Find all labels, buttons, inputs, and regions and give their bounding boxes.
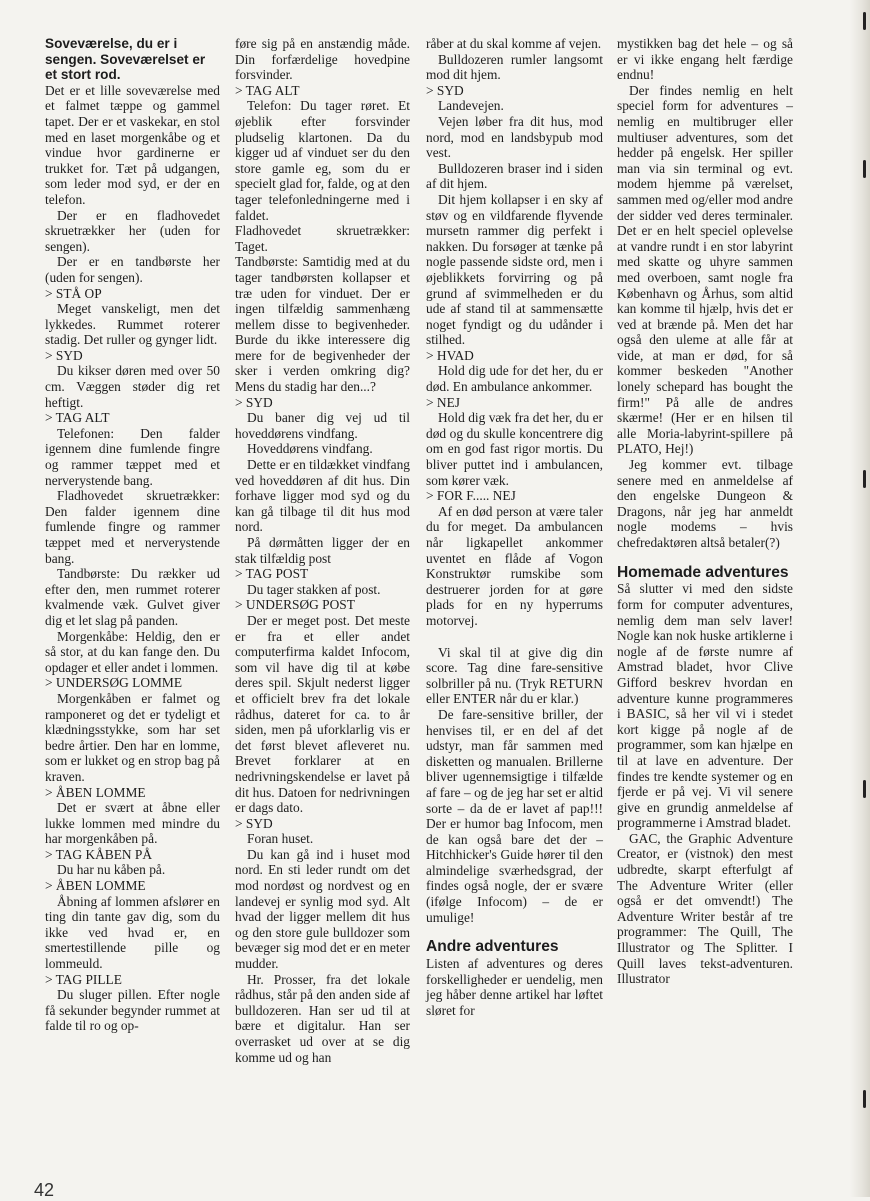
paragraph: Tandbørste: Samtidig med at du tager tandbørsten kollapser et træ uden for vinduet. Der er ingen tilfældig sammenhæng mellem disse to begivenheder. Burde du ikke interessere dig mere for de begivenheder der sker i verden omkring dig? Mens du stadig har den...? [235, 254, 410, 395]
paragraph: Det er et lille soveværelse med et falmet tæppe og gammel tapet. Der er et vaskekar, en stol med en laset morgenkåbe og et vindue hvor gardinerne er trukket for. Tæt på udgangen, som leder mod syd, er der en telefon. [45, 82, 220, 207]
game-command: > TAG ALT [45, 410, 110, 426]
section-heading: Homemade adventures [617, 563, 789, 581]
paragraph: Hold dig ude for det her, du er død. En ambulance ankommer. [426, 363, 603, 395]
paragraph: Dette er en tildækket vindfang ved hoveddøren af dit hus. Din forhave ligger mod syd og du kan gå tilbage til dit hus mod nord. [235, 457, 410, 535]
paragraph: Der er en tandbørste her (uden for sengen). [45, 254, 220, 285]
paragraph: Bulldozeren braser ind i siden af dit hjem. [426, 160, 603, 192]
paragraph: mystikken bag det hele – og så er vi ikke engang helt færdige endnu! [617, 36, 793, 83]
section-subheading: Soveværelse, du er i sengen. Soveværelset er et stort rod. [45, 36, 206, 83]
game-command: > UNDERSØG POST [235, 597, 355, 613]
paragraph: Landevejen. [438, 98, 504, 114]
paragraph: Hr. Prosser, fra det lokale rådhus, står på den anden side af bulldozeren. Han ser ud til at bære et digitalur. Han ser overrasket ud over at se dig komme ud og han [235, 971, 410, 1065]
paragraph: De fare-sensitive briller, der henvises til, er en del af det udstyr, man får sammen med disketten og manualen. Brillerne bliver ugennemsigtige i tilfælde af fare – og de jeg har set er altid sorte – da de er lavet af pap!!! Der er humor bag Infocom, men de kan også bare det der – Hitchhicker's Guide hører til den almindelige sværhedsgrad, der findes også nogle, der er svære (ifølge Infocom) – de er umulige! [426, 706, 603, 925]
paragraph: Fladhovedet skruetrækker: Taget. [235, 223, 410, 254]
page-number: 42 [34, 1180, 55, 1200]
paragraph: På dørmåtten ligger der en stak tilfældig post [235, 535, 410, 566]
paragraph: Du tager stakken af post. [247, 581, 381, 597]
game-command: > TAG KÅBEN PÅ [45, 846, 153, 862]
paragraph: føre sig på en anstændig måde. Din forfærdelige hovedpine forsvinder. [235, 36, 410, 83]
binding-hole [863, 12, 866, 30]
section-heading: Andre adventures [426, 938, 559, 956]
paragraph: Listen af adventures og deres forskelligheder er uendelig, men jeg håber denne artikel har løftet sløret for [426, 956, 603, 1018]
binding-hole [863, 160, 866, 178]
paragraph: Telefon: Du tager røret. Et øjeblik efter forsvinder pludselig klartonen. Da du kigger ud af vinduet ser du den store gamle eg, som du er specielt glad for, falde, og at den tager telefonledningerne med i faldet. [235, 98, 410, 223]
paragraph: Meget vanskeligt, men det lykkedes. Rummet roterer stadig. Det ruller og gynger lidt. [45, 301, 220, 348]
paragraph: Du kikser døren med over 50 cm. Væggen støder dig ret heftigt. [45, 363, 220, 410]
paragraph: Bulldozeren rumler langsomt mod dit hjem. [426, 51, 603, 83]
game-command: > NEJ [426, 394, 460, 410]
page-binding-edge [850, 0, 870, 1197]
paragraph: Morgenkåben er falmet og ramponeret og det er tydeligt et klædningsstykke, som har set bedre årtier. Den har en lomme, som er lukket og en strop bag på kraven. [45, 690, 220, 784]
paragraph: Du sluger pillen. Efter nogle få sekunder begynder rummet at falde til ro og op- [45, 987, 220, 1034]
paragraph: Hoveddørens vindfang. [247, 441, 373, 457]
game-command: > STÅ OP [45, 285, 102, 301]
text-column-2 [235, 36, 410, 1065]
paragraph: Telefonen: Den falder igennem dine fumlende fingre og rammer tæppet med et nerverystende bang. [45, 425, 220, 488]
game-command: > UNDERSØG LOMME [45, 675, 182, 691]
game-command: > TAG ALT [235, 82, 300, 98]
game-command: > ÅBEN LOMME [45, 878, 146, 894]
paragraph: Åbning af lommen afslører en ting din tante gav dig, som du ikke ved hvad er, en smertestillende pille og lommeuld. [45, 893, 220, 972]
paragraph: Der er en fladhovedet skruetrækker her (uden for sengen). [45, 207, 220, 254]
text-column-4 [617, 36, 793, 987]
binding-hole [863, 1090, 866, 1108]
paragraph: Der findes nemlig en helt speciel form for adventures – nemlig en multibruger eller multiuser adventures, som det hedder på engelsk. Her spiller man via sin terminal og evt. modem hjemme på værelset, sammen med og/eller mod andre der sidder ved deres terminaler. Det er en helt speciel oplevelse at vandre rundt i en stor labyrint med skatte og uhyre sammen med overboen, samt nogle fra København og Århus, som altid kan komme til hjælp, hvis det er ved at brænde på. Men det har også den uleme at alle får at vide, at man er død, for så kommer beskeden "Another lonely schepard has bought the firm!" På alle de andres skærme! (Her er en hilsen til alle Moria-labyrint-spillere på PLATO, Hej!) [617, 82, 793, 457]
paragraph: Der er meget post. Det meste er fra et eller andet computerfirma kaldet Infocom, som vil have dig til at købe deres spil. Skjult nederst ligger et officielt brev fra det lokale rådhus, dateret for ca. to år siden, men på uforklarlig vis er det først blevet afleveret nu. Brevet forklarer at en nedrivningskendelse er lavet på dit hus. Datoen for nedrivningen er dags dato. [235, 612, 410, 816]
game-command: > TAG PILLE [45, 971, 122, 987]
text-column-1 [45, 36, 220, 1034]
text-column-3 [426, 36, 603, 1018]
binding-hole [863, 470, 866, 488]
paragraph: Vi skal til at give dig din score. Tag dine fare-sensitive solbriller på nu. (Tryk RETURN eller ENTER når du er klar.) [426, 644, 603, 707]
paragraph: Af en død person at være taler du for meget. Da ambulancen når ligkapellet ankommer uventet en flåde af Vogon Konstruktør rumskibe som destruerer jorden for at gøre plads for en ny hyperrums motorvej. [426, 503, 603, 628]
paragraph: Dit hjem kollapser i en sky af støv og en vildfarende flyvende mursetn rammer dig perfekt i nakken. Du forsøger at tænke på nogle passende sidste ord, men i øjeblikkets forvirring og på grund af svimmelheden er du ude af stand til at sammensætte noget fyndigt og du udånder i stilhed. [426, 191, 603, 348]
game-command: > SYD [235, 815, 273, 831]
game-command: > HVAD [426, 347, 474, 363]
paragraph: Så slutter vi med den sidste form for computer adventures, nemlig dem man selv laver! Nogle kan nok huske artiklerne i nogle af de første numre af Amstrad bladet, hvor Clive Gifford beskrev hvordan en adventure kunne programmeres i BASIC, så her vil vi i stedet kort kigge på nogle af de programmer, som kan hjælpe en til at lave en adventure. Der findes tre kendte systemer og en fjerde er på vej. Vi vil senere give en grundig anmeldelse af programmerne i Amstrad bladet. [617, 581, 793, 831]
paragraph: Det er svært at åbne eller lukke lommen med mindre du har morgenkåben på. [45, 800, 220, 847]
binding-hole [863, 780, 866, 798]
paragraph: Fladhovedet skruetrækker: Den falder igennem dine fumlende fingre og rammer tæppet med et nerverystende bang. [45, 488, 220, 566]
paragraph: Hold dig væk fra det her, du er død og du skulle koncentrere dig om en god fast rigor mortis. Du bliver puttet ind i ambulancen, som kører væk. [426, 410, 603, 488]
game-command: > SYD [235, 394, 273, 410]
paragraph: Du har nu kåben på. [57, 862, 166, 878]
game-command: > TAG POST [235, 566, 309, 582]
game-command: > FOR F..... NEJ [426, 488, 516, 504]
paragraph: Morgenkåbe: Heldig, den er så stor, at du kan fange den. Du opdager et eller andet i lommen. [45, 628, 220, 675]
paragraph: Vejen løber fra dit hus, mod nord, mod en landsbypub mod vest. [426, 113, 603, 161]
paragraph: Foran huset. [247, 831, 314, 847]
paragraph: Du baner dig vej ud til hoveddørens vindfang. [235, 410, 410, 441]
paragraph: Jeg kommer evt. tilbage senere med en anmeldelse af den engelske Dungeon & Dragons, når jeg har anmeldt nogle modems – hvis chefredaktøren altså betaler(?) [617, 457, 793, 550]
game-command: > SYD [426, 82, 464, 98]
game-command: > ÅBEN LOMME [45, 784, 146, 800]
paragraph: Tandbørste: Du rækker ud efter den, men rummet roterer kvalmende væk. Gulvet giver dig et let slag på panden. [45, 566, 220, 628]
game-command: > SYD [45, 347, 83, 363]
paragraph: Du kan gå ind i huset mod nord. En sti leder rundt om det mod nordøst og nordvest og en landevej er synlig mod syd. Alt hvad der ligger mellem dit hus og den store gule bulldozer som bevæger sig mod det er en meter mudder. [235, 846, 410, 972]
paragraph: råber at du skal komme af vejen. [426, 36, 602, 51]
paragraph: GAC, the Graphic Adventure Creator, er (vistnok) den mest udbredte, skarpt efterfulgt af The Adventure Writer (eller også er det omvendt!) The Adventure Writer består af tre programmer: The Quill, The Illustrator og The Splitter. I Quill laves tekst-adventuren. Illustrator [617, 830, 793, 987]
